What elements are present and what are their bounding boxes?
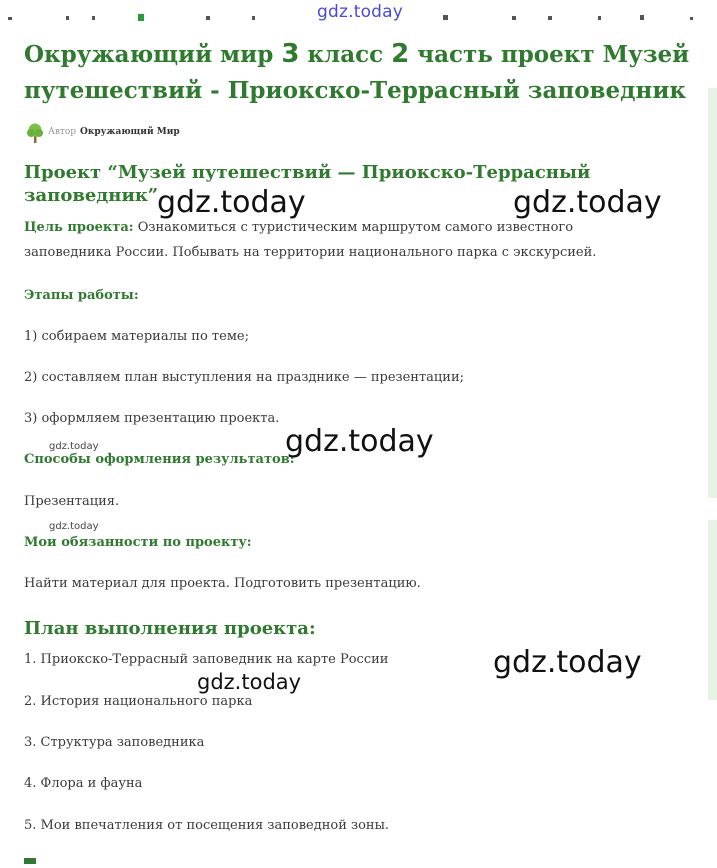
stages-label: Этапы работы: (24, 288, 139, 303)
watermark: gdz.today (513, 185, 662, 220)
next-section-heading-cut (24, 852, 38, 868)
plan-item: 4. Флора и фауна (24, 776, 143, 791)
cropped-glyph (24, 852, 38, 864)
top-nav-strip (0, 0, 717, 28)
plan-item: 5. Мои впечатления от посещения заповедной зоны. (24, 818, 390, 833)
page-title: Окружающий мир 3 класс 2 часть проект Музей путешествий - Приокско-Террасный заповедник (24, 39, 690, 104)
watermark: gdz.today (197, 670, 302, 694)
author-label: Автор (48, 127, 77, 137)
author-name-link[interactable]: Окружающий Мир (80, 127, 180, 137)
goal-text: Ознакомиться с туристическим маршрутом самого известного (133, 220, 574, 235)
watermark: gdz.today (493, 645, 642, 680)
watermark: gdz.today (285, 424, 434, 459)
goal-text-cont: заповедника России. Побывать на территории национального парка с экскурсией. (24, 245, 597, 260)
goal-label: Цель проекта: (24, 220, 134, 235)
stage-item: 1) собираем материалы по теме; (24, 329, 249, 344)
watermark: gdz.today (49, 521, 99, 532)
site-logo[interactable]: gdz.today (317, 2, 404, 22)
duties-value: Найти материал для проекта. Подготовить презентацию. (24, 576, 421, 591)
watermark: gdz.today (157, 185, 306, 220)
sidebar-edge-lower (708, 520, 717, 700)
methods-label: Способы оформления результатов: (24, 452, 295, 467)
methods-value: Презентация. (24, 494, 120, 509)
duties-label: Мои обязанности по проекту: (24, 535, 252, 550)
sidebar-edge (708, 88, 717, 498)
project-heading: Проект “Музей путешествий — Приокско-Террасный заповедник” (24, 162, 591, 206)
stage-item: 3) оформляем презентацию проекта. (24, 411, 280, 426)
plan-item: 3. Структура заповедника (24, 735, 205, 750)
stage-item: 2) составляем план выступления на празднике — презентации; (24, 370, 464, 385)
goal-line (24, 220, 573, 235)
plan-heading: План выполнения проекта: (24, 618, 316, 639)
plan-item: 1. Приокско-Террасный заповедник на карте России (24, 652, 389, 667)
plan-item: 2. История национального парка (24, 694, 253, 709)
tree-icon (24, 122, 46, 144)
watermark: gdz.today (49, 441, 99, 452)
